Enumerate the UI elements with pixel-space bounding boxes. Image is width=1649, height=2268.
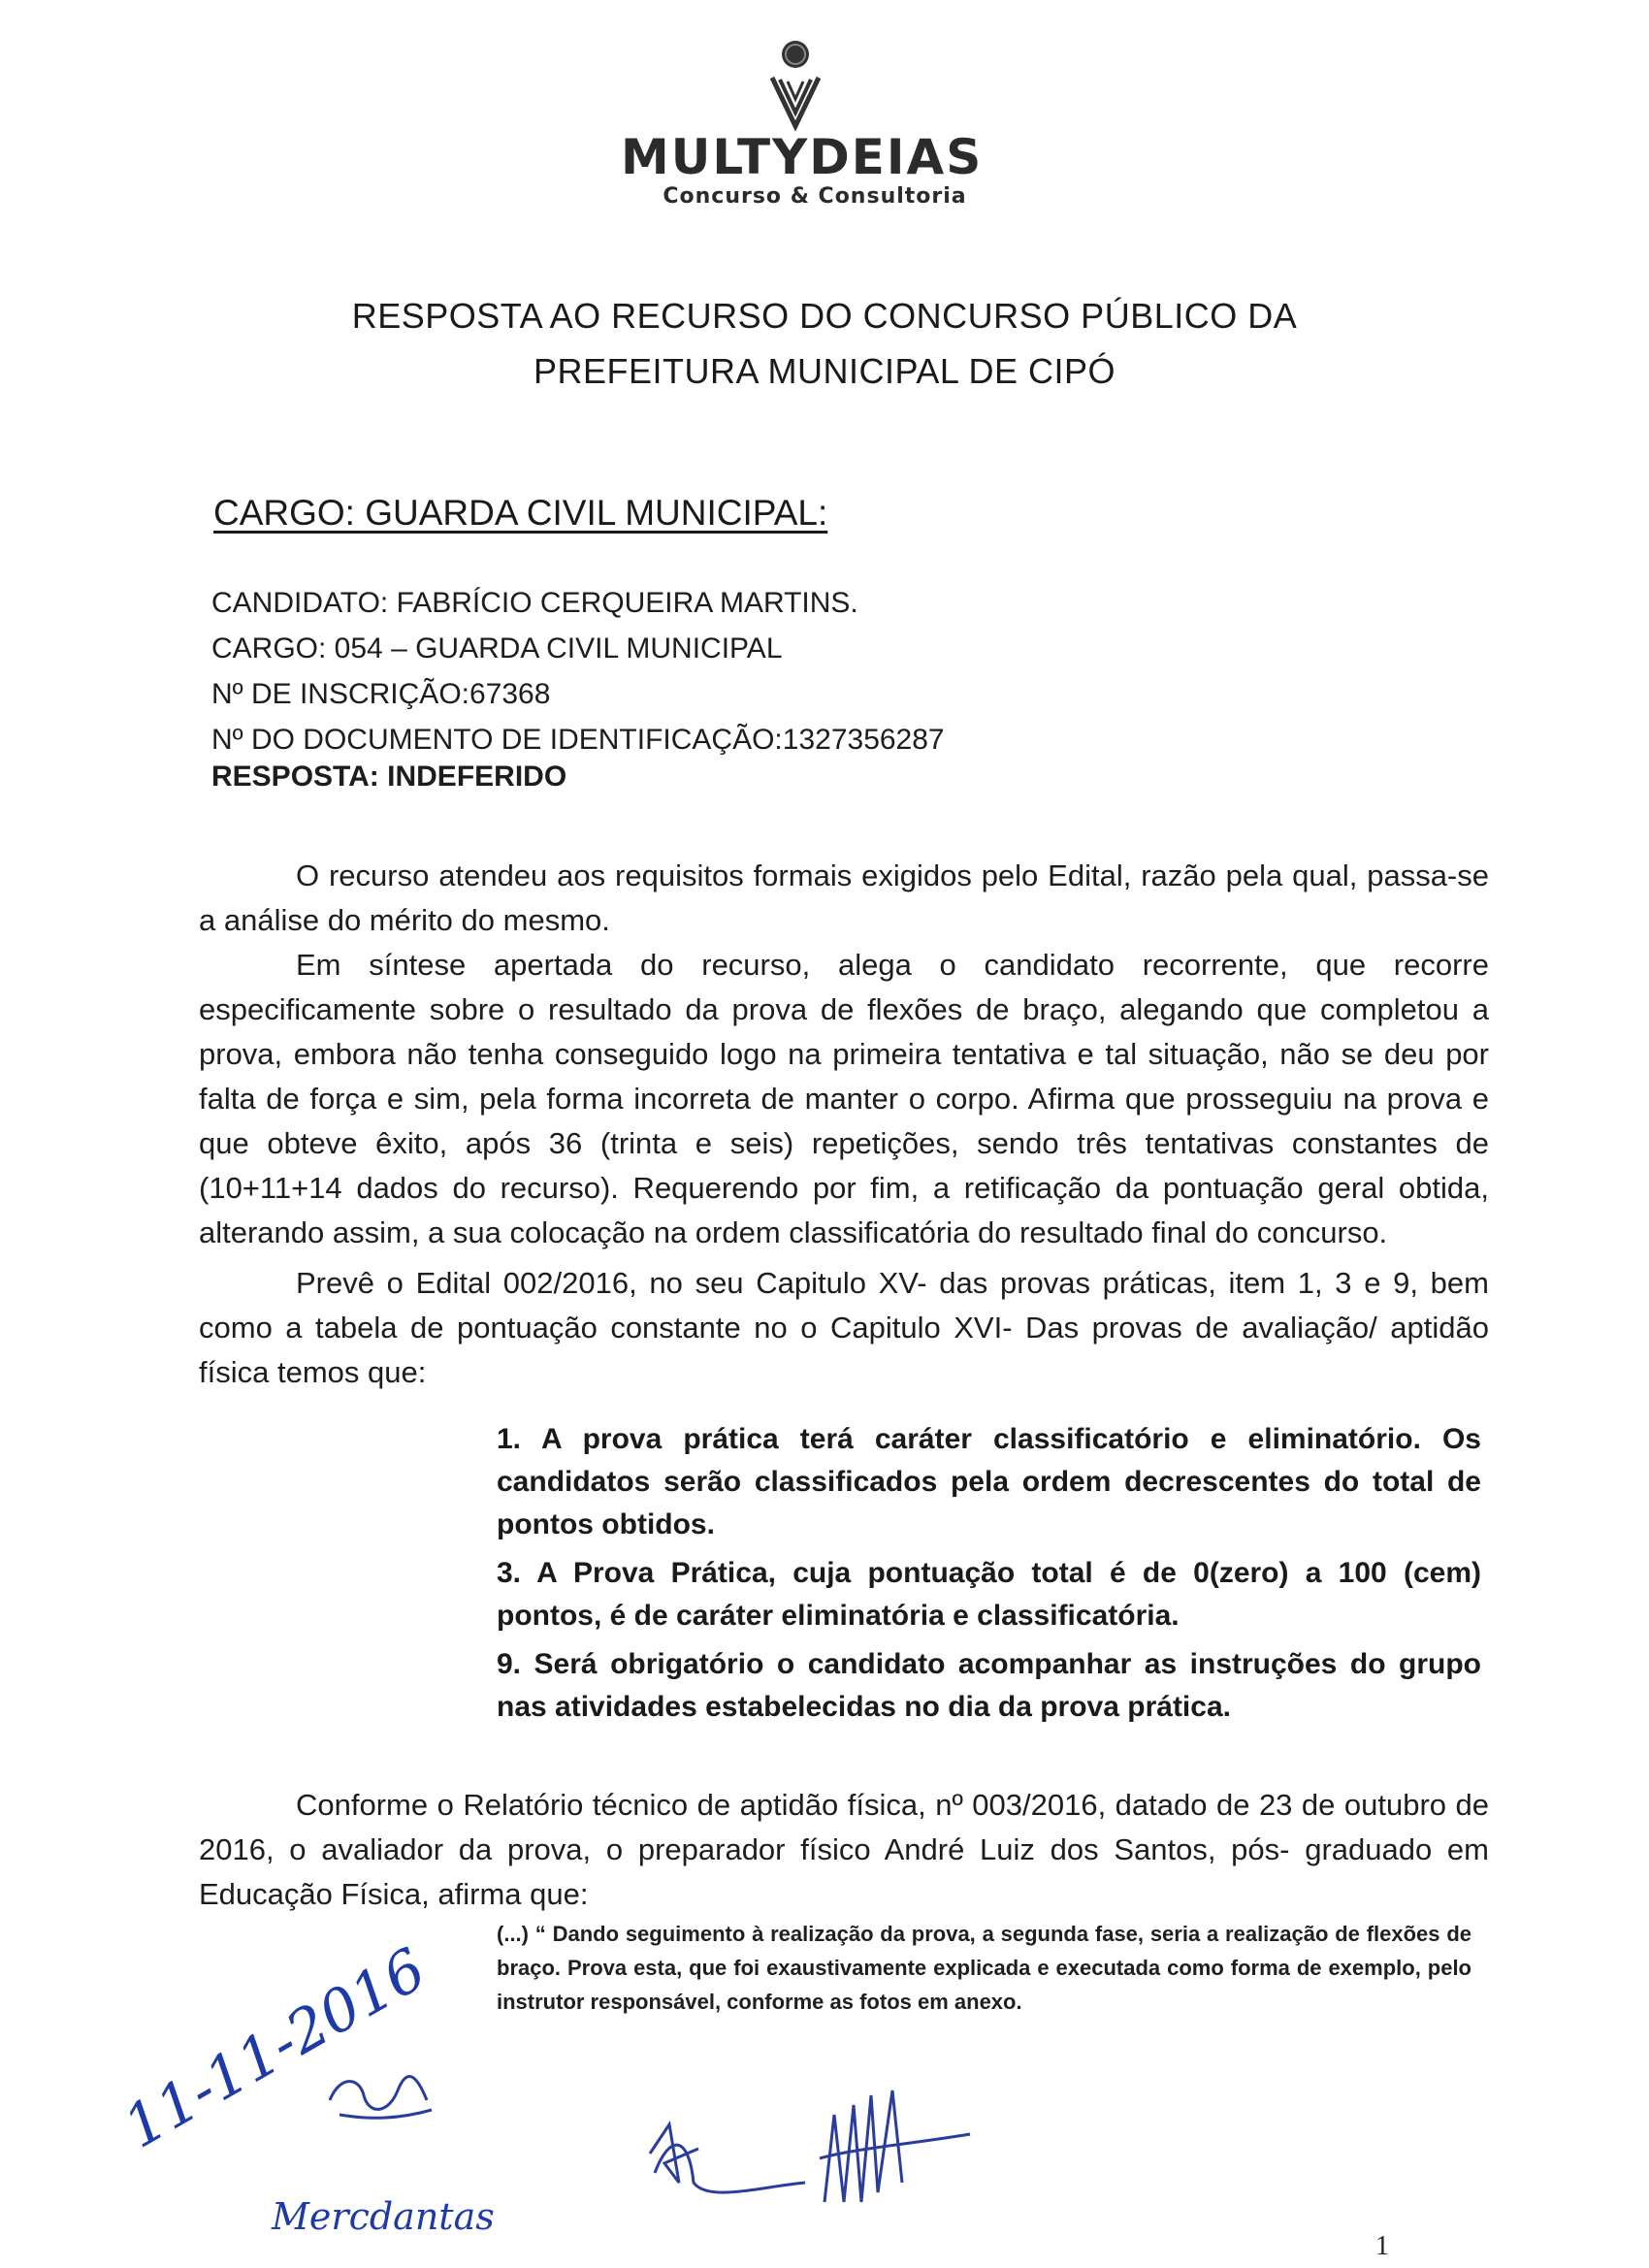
page-number: 1 (1375, 2231, 1389, 2261)
document-title-line2: PREFEITURA MUNICIPAL DE CIPÓ (533, 351, 1116, 391)
logo-name: MULTYDEIAS (621, 129, 984, 185)
response-line (211, 761, 566, 794)
paragraph-3: Prevê o Edital 002/2016, no seu Capitulo XV- das provas práticas, item 1, 3 e 9, bem como a tabela de pontuação constante no o Capitulo XVI- Das provas de avaliação/ aptidão física temos que: (199, 1266, 1489, 1389)
document-title-line1: RESPOSTA AO RECURSO DO CONCURSO PÚBLICO DA (351, 296, 1298, 336)
initials-scribble (320, 2066, 446, 2134)
cargo-heading: CARGO: GUARDA CIVIL MUNICIPAL: (213, 493, 828, 533)
company-logo (621, 37, 984, 211)
handwritten-name (267, 2183, 519, 2251)
edital-item-9: 9. Será obrigatório o candidato acompanhar as instruções do grupo nas atividades estabelecidas no dia da prova prática. (497, 1648, 1481, 1723)
response-value: INDEFERIDO (387, 761, 567, 793)
logo-emblem-icon (766, 37, 824, 134)
paragraph-2: Em síntese apertada do recurso, alega o candidato recorrente, que recorre especificamente sobre o resultado da prova de flexões de braço, alegando que completou a prova, embora não tenha conseguido logo na primeira tentativa e tal situação, não se deu por falta de força e sim, pela forma incorreta de manter o corpo. Afirma que prosseguiu na prova e que obteve êxito, após 36 (trinta e seis) repetições, sendo três tentativas constantes de (10+11+14 dados do recurso). Requerendo por fim, a retificação da pontuação geral obtida, alterando assim, a sua colocação na ordem classificatória do resultado final do concurso. (199, 948, 1489, 1249)
paragraph-4: Conforme o Relatório técnico de aptidão física, nº 003/2016, datado de 23 de outubro de 2016, o avaliador da prova, o preparador físico André Luiz dos Santos, pós- graduado em Educação Física, afirma que: (199, 1788, 1489, 1911)
candidate-documento: Nº DO DOCUMENTO DE IDENTIFICAÇÃO:1327356287 (211, 724, 945, 756)
handwritten-name-text: Mercdantas (272, 2195, 495, 2238)
response-label: RESPOSTA: (211, 761, 379, 793)
candidate-inscricao: Nº DE INSCRIÇÃO:67368 (211, 678, 551, 710)
logo-subtitle: Concurso & Consultoria (663, 184, 967, 209)
candidate-cargo: CARGO: 054 – GUARDA CIVIL MUNICIPAL (211, 632, 783, 664)
candidate-name: CANDIDATO: FABRÍCIO CERQUEIRA MARTINS. (211, 587, 858, 619)
paragraph-1: O recurso atendeu aos requisitos formais exigidos pelo Edital, razão pela qual, passa-se a análise do mérito do mesmo. (199, 859, 1489, 937)
handwritten-date-text: 11-11-2016 (113, 1935, 437, 2162)
edital-item-1: 1. A prova prática terá caráter classificatório e eliminatório. Os candidatos serão classificados pela ordem decrescentes do total de pontos obtidos. (497, 1423, 1481, 1540)
signatures (611, 2076, 980, 2231)
edital-item-3: 3. A Prova Prática, cuja pontuação total é de 0(zero) a 100 (cem) pontos, é de caráter eliminatória e classificatória. (497, 1557, 1481, 1632)
report-quote: (...) “ Dando seguimento à realização da prova, a segunda fase, seria a realização de flexões de braço. Prova esta, que foi exaustivamente explicada e executada como forma de exemplo, pelo instrutor responsável, conforme as fotos em anexo. (497, 1922, 1471, 2014)
